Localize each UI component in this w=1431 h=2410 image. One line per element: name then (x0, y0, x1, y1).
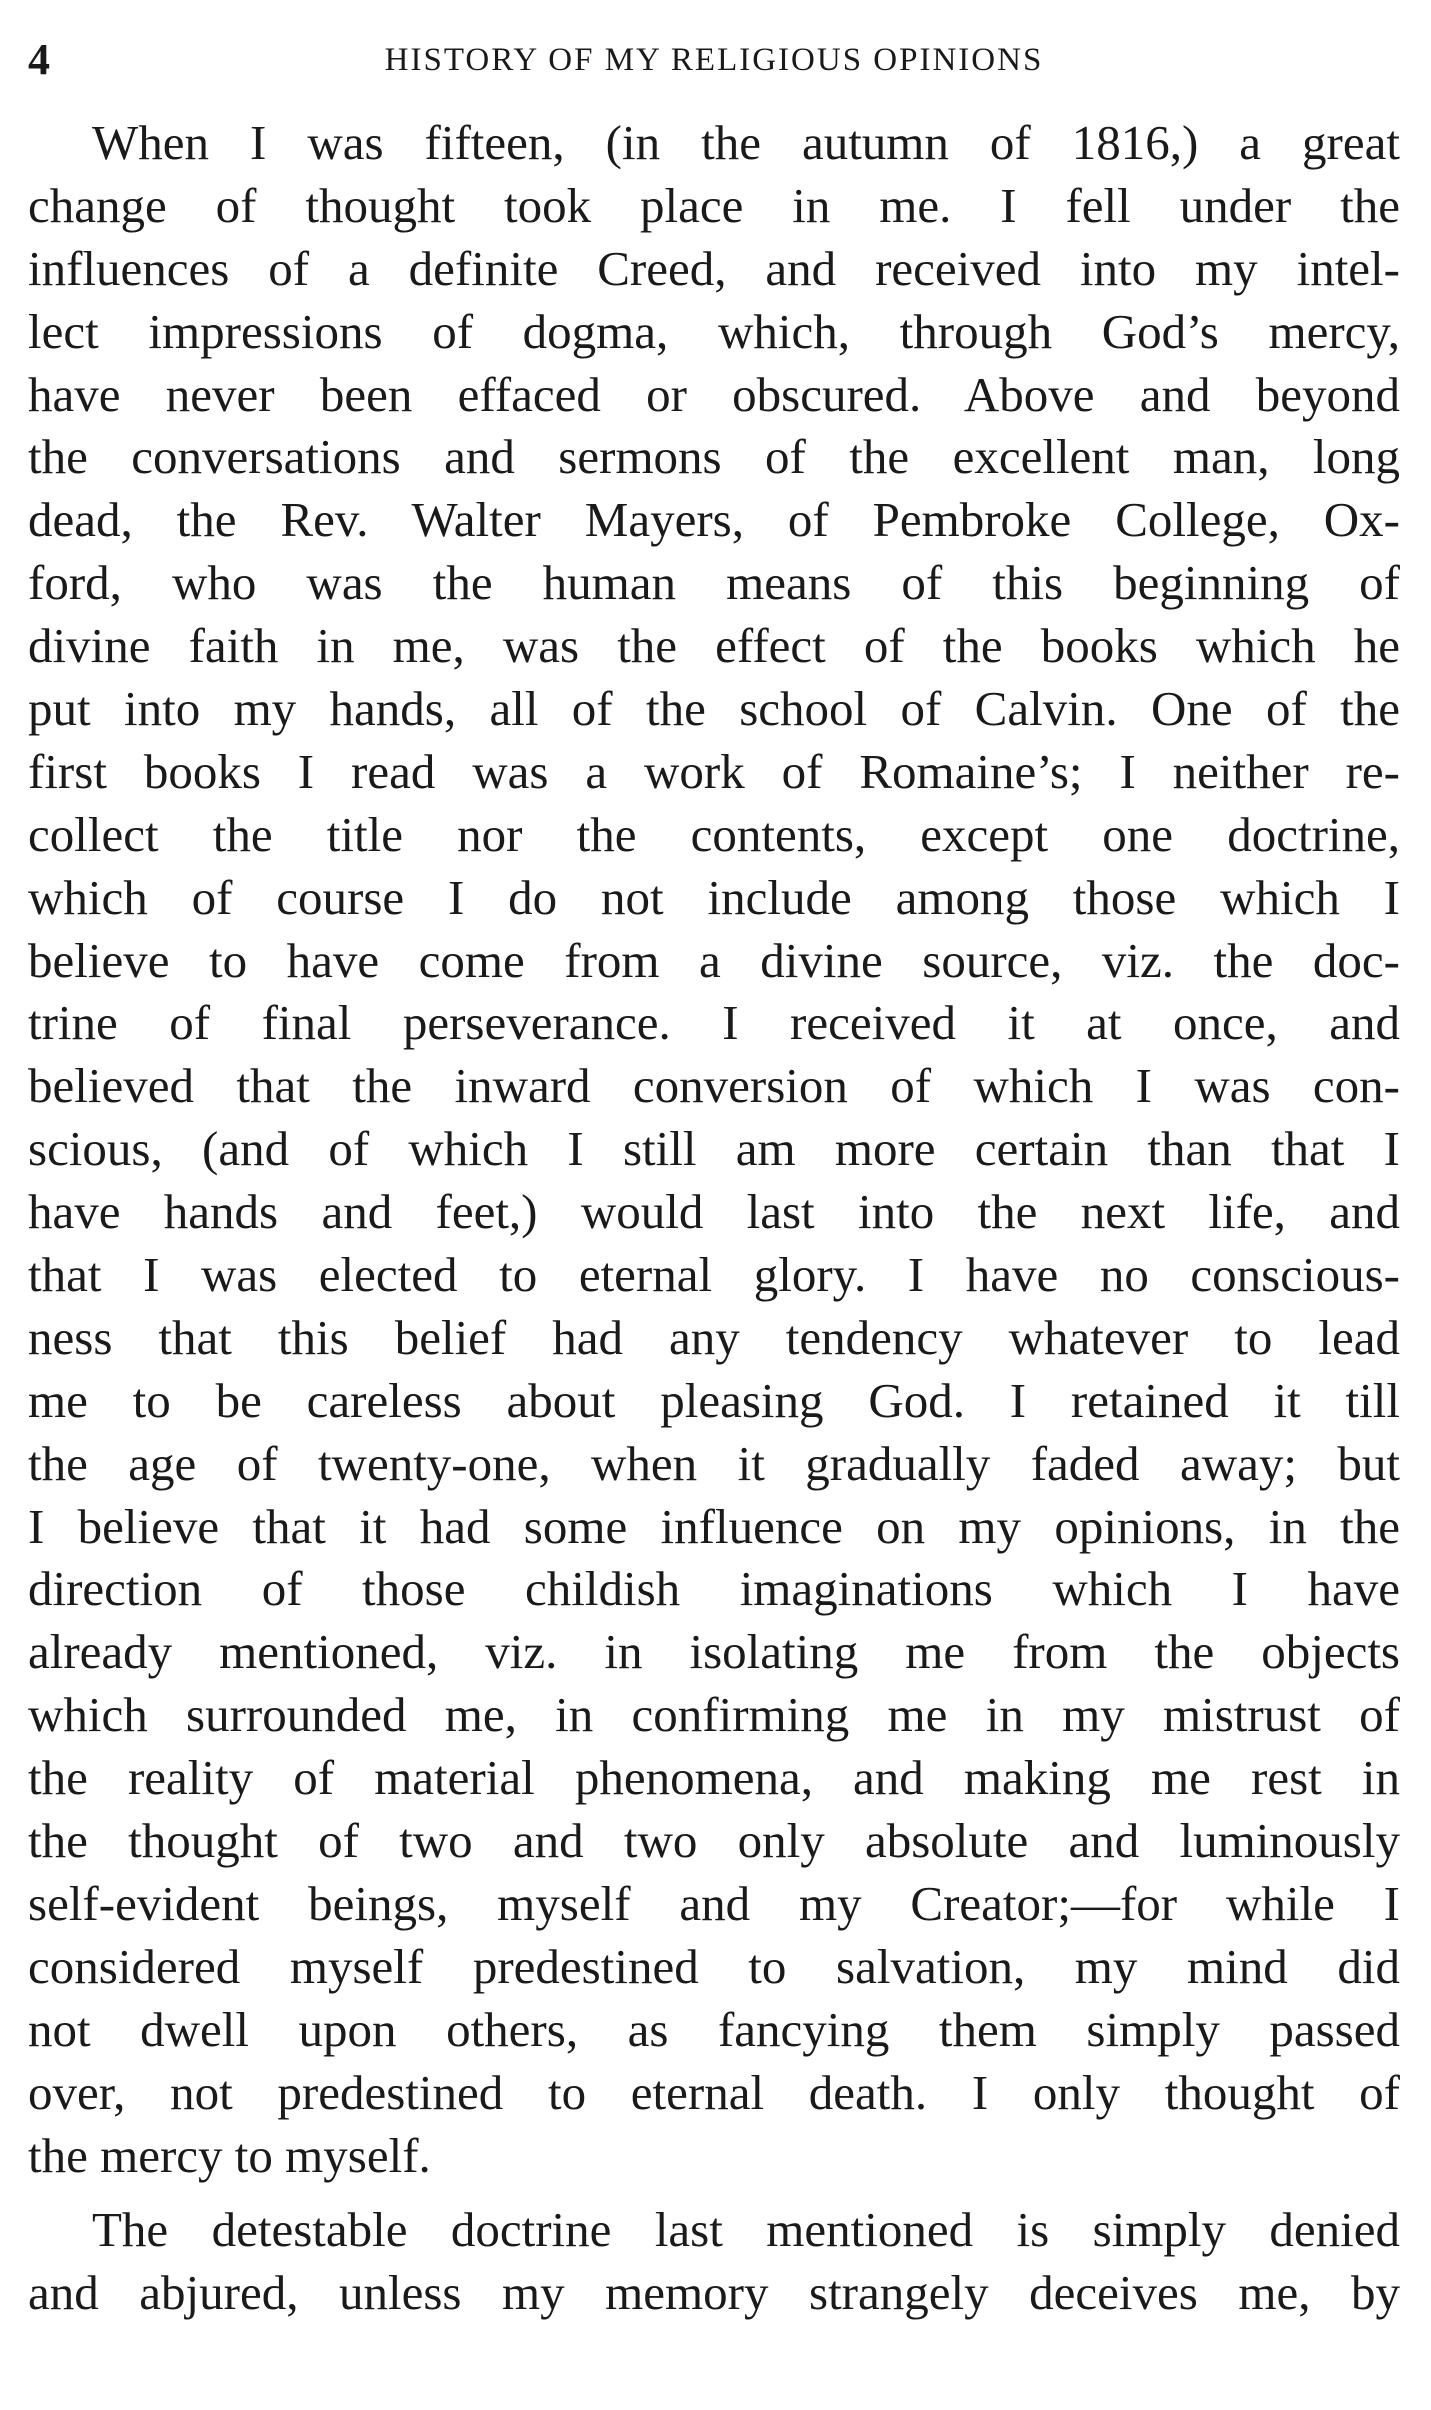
text-line: me to be careless about pleasing God. I retained it till (28, 1372, 1400, 1428)
paragraph-gap (28, 2187, 1400, 2199)
text-line: influences of a definite Creed, and received into my intel- (28, 240, 1400, 296)
text-line: self-evident beings, myself and my Creator;—for while I (28, 1875, 1400, 1931)
running-head (28, 30, 1400, 90)
text-line: first books I read was a work of Romaine’s; I neither re- (28, 743, 1400, 799)
text-line: dead, the Rev. Walter Mayers, of Pembroke College, Ox- (28, 492, 1400, 548)
text-line: already mentioned, viz. in isolating me from the objects (28, 1624, 1400, 1680)
text-line: believed that the inward conversion of which I was con- (28, 1058, 1400, 1114)
text-line: the age of twenty-one, when it gradually faded away; but (28, 1435, 1400, 1491)
book-page (28, 30, 1400, 2325)
body-text (28, 112, 1400, 2325)
text-line: have never been effaced or obscured. Above and beyond (28, 366, 1400, 422)
text-line: not dwell upon others, as fancying them simply passed (28, 2001, 1400, 2057)
text-line: the mercy to myself. (28, 2127, 431, 2183)
text-line: which surrounded me, in confirming me in my mistrust of (28, 1687, 1400, 1743)
text-line: that I was elected to eternal glory. I have no conscious- (28, 1247, 1400, 1303)
text-line: which of course I do not include among those which I (28, 869, 1400, 925)
text-line: scious, (and of which I still am more certain than that I (28, 1121, 1400, 1177)
text-line: trine of final perseverance. I received it at once, and (28, 995, 1400, 1051)
running-head-title: HISTORY OF MY RELIGIOUS OPINIONS (384, 42, 1044, 78)
paragraph (28, 2199, 1400, 2325)
text-line: ford, who was the human means of this beginning of (28, 555, 1400, 611)
text-line: When I was fifteen, (in the autumn of 1816,) a great (92, 115, 1400, 170)
text-line: the reality of material phenomena, and making me rest in (28, 1750, 1400, 1806)
text-line: put into my hands, all of the school of Calvin. One of the (28, 681, 1400, 737)
page-number: 4 (28, 35, 50, 84)
text-line: and abjured, unless my memory strangely deceives me, by (28, 2265, 1400, 2321)
text-line: the conversations and sermons of the excellent man, long (28, 429, 1400, 485)
text-line: The detestable doctrine last mentioned is simply denied (92, 2202, 1400, 2258)
text-line: lect impressions of dogma, which, through God’s mercy, (28, 303, 1400, 359)
text-line: direction of those childish imaginations which I have (28, 1561, 1400, 1617)
text-line: over, not predestined to eternal death. I only thought of (28, 2064, 1400, 2120)
text-line: collect the title nor the contents, except one doctrine, (28, 806, 1400, 862)
text-line: the thought of two and two only absolute and luminously (28, 1813, 1400, 1869)
text-line: considered myself predestined to salvation, my mind did (28, 1938, 1400, 1994)
text-line: change of thought took place in me. I fell under the (28, 177, 1400, 233)
text-line: ness that this belief had any tendency whatever to lead (28, 1309, 1400, 1365)
text-line: I believe that it had some influence on my opinions, in the (28, 1498, 1400, 1554)
text-line: have hands and feet,) would last into the next life, and (28, 1184, 1400, 1240)
paragraph (28, 112, 1400, 2187)
text-line: believe to have come from a divine source, viz. the doc- (28, 932, 1400, 988)
text-line: divine faith in me, was the effect of the books which he (28, 618, 1400, 674)
